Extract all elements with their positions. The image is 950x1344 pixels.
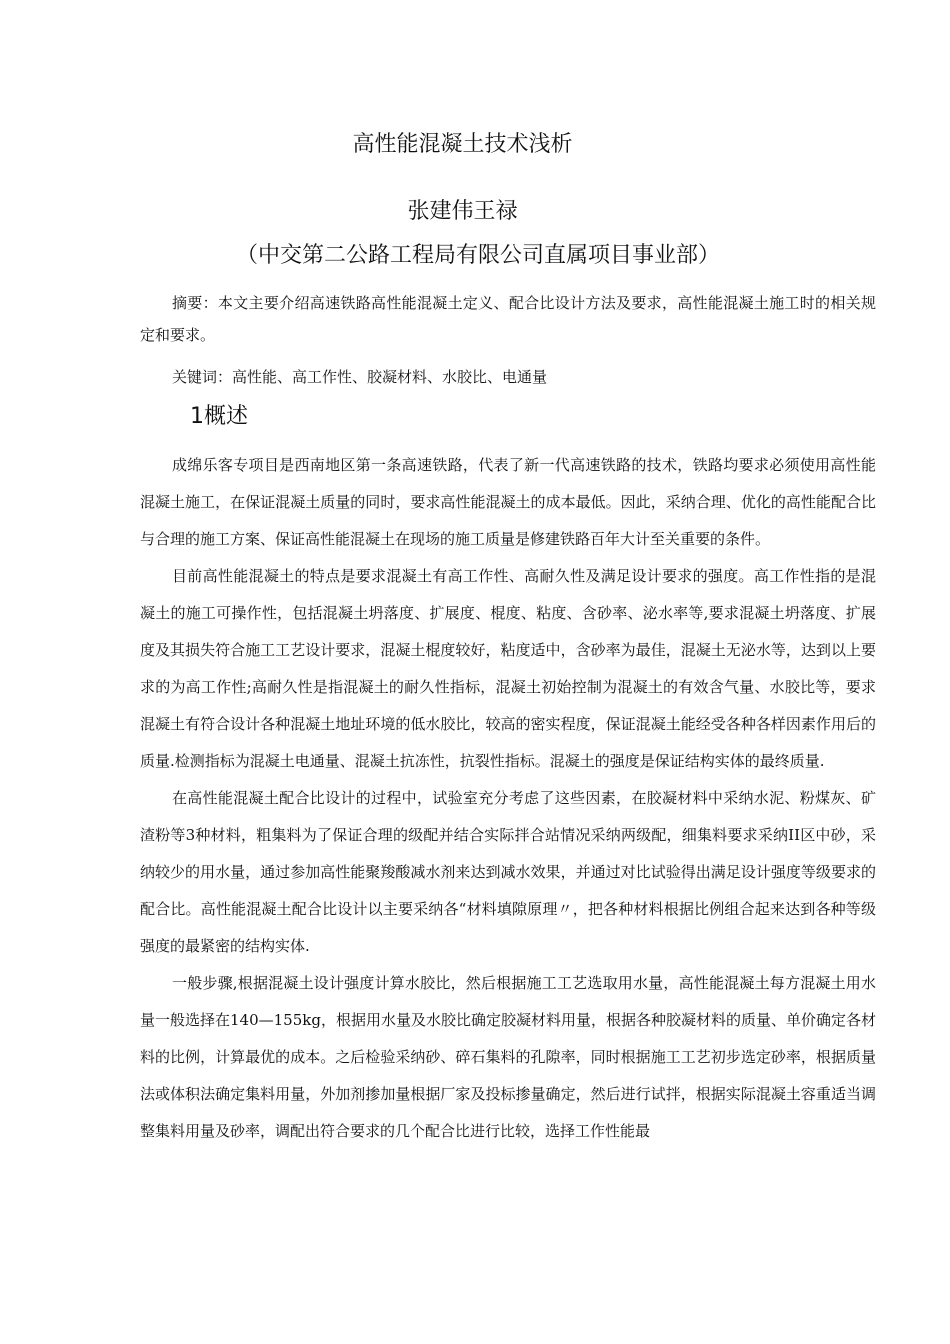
document-affiliation: （中交第二公路工程局有限公司直属项目事业部） — [236, 243, 721, 268]
paragraph: 一般步骤,根据混凝土设计强度计算水胶比，然后根据施工工艺选取用水量，高性能混凝土每方混凝土用水量一般选择在140—155kg，根据用水量及水胶比确定胶凝材料用量，根据各种胶凝材料的质量、单价确定各材料的比例，计算最优的成本。之后检验采纳砂、碎石集料的孔隙率，同时根据施工工艺初步选定砂率，根据质量法或体积法确定集料用量，外加剂掺加量根据厂家及投标掺量确定，然后进行试拌，根据实际混凝土容重适当调整集料用量及砂率，调配出符合要求的几个配合比进行比较，选择工作性能最 — [140, 974, 876, 1140]
document-title: 高性能混凝土技术浅析 — [352, 132, 573, 157]
paragraph: 在高性能混凝土配合比设计的过程中，试验室充分考虑了这些因素，在胶凝材料中采纳水泥、粉煤灰、矿渣粉等3种材料，粗集料为了保证合理的级配并结合实际拌合站情况采纳两级配，细集料要求采纳II区中砂，采纳较少的用水量，通过参加高性能聚羧酸减水剂来达到减水效果，并通过对比试验得出满足设计强度等级要求的配合比。高性能混凝土配合比设计以主要采纳各“材料填隙原理〃，把各种材料根据比例组合起来达到各种等级强度的最紧密的结构实体. — [140, 789, 876, 955]
body-text — [140, 447, 876, 1150]
keywords: 关键词：高性能、高工作性、胶凝材料、水胶比、电通量 — [172, 368, 548, 386]
paragraph: 成绵乐客专项目是西南地区第一条高速铁路，代表了新一代高速铁路的技术，铁路均要求必须使用高性能混凝土施工，在保证混凝土质量的同时，要求高性能混凝土的成本最低。因此，采纳合理、优化的高性能配合比与合理的施工方案、保证高性能混凝土在现场的施工质量是修建铁路百年大计至关重要的条件。 — [140, 456, 876, 548]
abstract: 摘要：本文主要介绍高速铁路高性能混凝土定义、配合比设计方法及要求，高性能混凝土施工时的相关规定和要求。 — [140, 294, 876, 344]
paragraph: 目前高性能混凝土的特点是要求混凝土有高工作性、高耐久性及满足设计要求的强度。高工作性指的是混凝土的施工可操作性，包括混凝土坍落度、扩展度、棍度、粘度、含砂率、泌水率等,要求混凝土坍落度、扩展度及其损失符合施工工艺设计要求，混凝土棍度较好，粘度适中，含砂率为最佳，混凝土无泌水等，达到以上要求的为高工作性;高耐久性是指混凝土的耐久性指标，混凝土初始控制为混凝土的有效含气量、水胶比等，要求混凝土有符合设计各种混凝土地址环境的低水胶比，较高的密实程度，保证混凝土能经受各种各样因素作用后的质量.检测指标为混凝土电通量、混凝土抗冻性，抗裂性指标。混凝土的强度是保证结构实体的最终质量. — [140, 567, 876, 770]
section-heading: 1概述 — [190, 404, 248, 429]
document-authors: 张建伟王禄 — [407, 199, 518, 224]
